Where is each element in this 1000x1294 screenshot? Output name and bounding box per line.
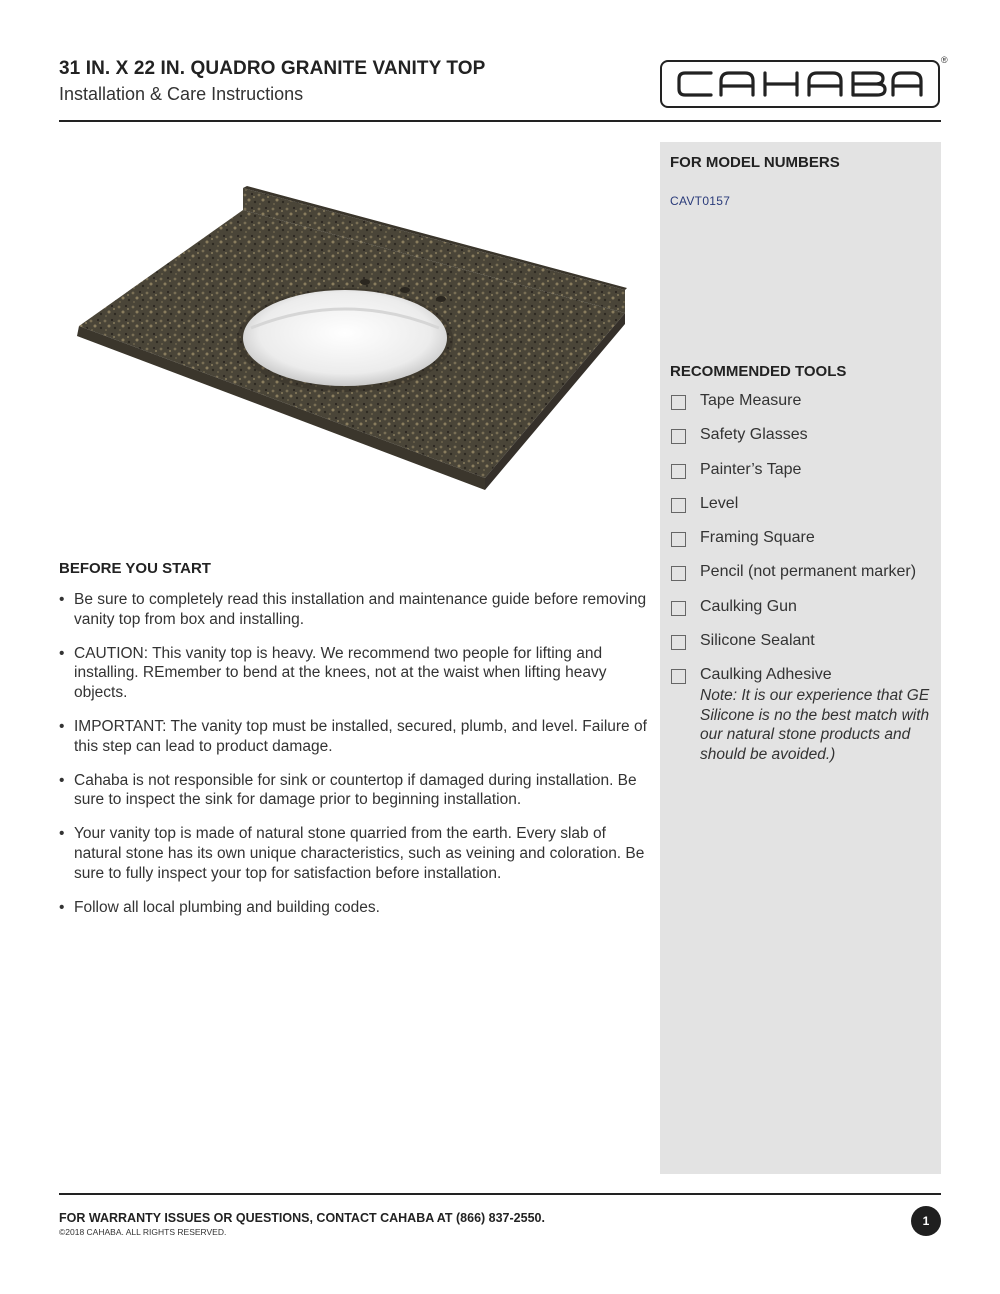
tool-item-caulking-gun[interactable] xyxy=(670,598,938,632)
checkbox[interactable] xyxy=(671,601,686,616)
silicone-note: Note: It is our experience that GE Silicone is no the best match with our natural stone products and should be avoided.) xyxy=(700,687,930,763)
model-numbers-heading: FOR MODEL NUMBERS xyxy=(670,154,840,171)
tool-label: Level xyxy=(700,494,739,512)
bullet-icon: • xyxy=(59,825,65,843)
list-item xyxy=(59,644,649,703)
bullet-icon: • xyxy=(59,591,65,608)
tool-item-framing-square[interactable] xyxy=(670,529,938,563)
checkbox[interactable] xyxy=(671,669,686,684)
checkbox[interactable] xyxy=(671,566,686,581)
list-item-text: Cahaba is not responsible for sink or countertop if damaged during installation. Be sure to inspect the sink for damage prior to beginning installation. xyxy=(74,771,637,809)
list-item xyxy=(59,590,649,629)
bullet-icon: • xyxy=(59,898,65,916)
bullet-icon: • xyxy=(59,644,65,662)
tool-label: Silicone Sealant xyxy=(700,632,815,650)
registered-mark: ® xyxy=(941,55,948,65)
granite-vanity-top-image xyxy=(75,178,635,498)
list-item-text: CAUTION: This vanity top is heavy. We recommend two people for lifting and installing. REmember to bend at the knees, not at the waist when lifting heavy objects. xyxy=(74,644,607,701)
copyright: ©2018 CAHABA. ALL RIGHTS RESERVED. xyxy=(59,1227,227,1237)
document-subtitle: Installation & Care Instructions xyxy=(59,84,304,104)
tool-item-painters-tape[interactable] xyxy=(670,461,938,495)
tool-label: Painter’s Tape xyxy=(700,460,802,478)
warranty-contact: FOR WARRANTY ISSUES OR QUESTIONS, CONTACT CAHABA AT (866) 837-2550. xyxy=(59,1211,545,1225)
cahaba-logo xyxy=(660,60,940,108)
sidebar-panel xyxy=(660,142,941,1174)
list-item xyxy=(59,898,649,918)
tool-item-level[interactable] xyxy=(670,495,938,529)
product-image xyxy=(75,178,635,498)
document-title: 31 IN. X 22 IN. QUADRO GRANITE VANITY TOP xyxy=(59,58,486,79)
checkbox[interactable] xyxy=(671,429,686,444)
list-item-text: Your vanity top is made of natural stone quarried from the earth. Every slab of natural stone has its own unique characteristics, such as veining and coloration. Be sure to fully inspect your top for satisfaction before installation. xyxy=(74,825,645,882)
before-you-start-list xyxy=(59,590,649,932)
list-item xyxy=(59,771,649,810)
tool-item-safety-glasses[interactable] xyxy=(670,426,938,460)
bullet-icon: • xyxy=(59,771,65,789)
checkbox[interactable] xyxy=(671,532,686,547)
tool-label: Caulking Gun xyxy=(700,597,797,615)
tool-label: Pencil (not permanent marker) xyxy=(700,563,917,581)
cahaba-logo-icon xyxy=(675,69,925,99)
before-you-start-heading: BEFORE YOU START xyxy=(59,560,211,577)
tool-label: Tape Measure xyxy=(700,392,802,409)
tools-checklist xyxy=(670,392,938,763)
list-item-text: IMPORTANT: The vanity top must be installed, secured, plumb, and level. Failure of this step can lead to product damage. xyxy=(74,717,647,755)
list-item-text: Follow all local plumbing and building codes. xyxy=(74,898,380,916)
tool-item-caulking-adhesive[interactable] xyxy=(670,666,938,763)
tool-item-silicone-sealant[interactable] xyxy=(670,632,938,666)
tool-label: Framing Square xyxy=(700,529,815,547)
bullet-icon: • xyxy=(59,717,65,735)
checkbox[interactable] xyxy=(671,498,686,513)
footer-divider xyxy=(59,1193,941,1195)
recommended-tools-heading: RECOMMENDED TOOLS xyxy=(670,363,847,380)
page-number: 1 xyxy=(911,1206,941,1236)
list-item xyxy=(59,717,649,756)
list-item xyxy=(59,824,649,883)
tool-item-tape-measure[interactable] xyxy=(670,392,938,426)
tool-label: Caulking Adhesive xyxy=(700,666,832,684)
checkbox[interactable] xyxy=(671,395,686,410)
tool-label: Safety Glasses xyxy=(700,426,808,444)
checkbox[interactable] xyxy=(671,464,686,479)
model-number: CAVT0157 xyxy=(670,194,731,208)
tool-item-pencil[interactable] xyxy=(670,563,938,597)
checkbox[interactable] xyxy=(671,635,686,650)
list-item-text: Be sure to completely read this installation and maintenance guide before removing vanity top from box and installing. xyxy=(74,591,647,628)
header-divider xyxy=(59,120,941,122)
